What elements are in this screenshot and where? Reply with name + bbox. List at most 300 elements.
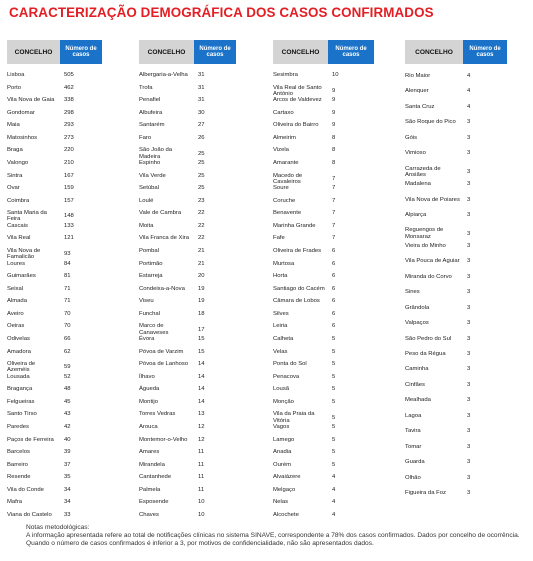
table-row [7, 374, 102, 380]
case-count: 3 [467, 443, 471, 450]
concelho-name: Amarante [273, 160, 299, 166]
table-row [139, 323, 236, 335]
table-row [139, 210, 236, 216]
case-count: 5 [332, 436, 336, 443]
table-row [273, 298, 374, 304]
table-row [7, 512, 102, 518]
case-count: 70 [64, 323, 71, 330]
concelho-name: Arouca [139, 424, 158, 430]
table-row [139, 97, 236, 103]
concelho-name: Seixal [7, 285, 24, 292]
case-count: 4 [467, 103, 471, 110]
table-row [139, 185, 236, 191]
case-count: 17 [198, 326, 205, 333]
table-row [139, 499, 236, 505]
table-row [405, 320, 507, 326]
concelho-name: Loulé [139, 197, 154, 204]
concelho-name: Gondomar [7, 109, 35, 116]
table-row [273, 323, 374, 329]
table-row [273, 147, 374, 153]
table-row [405, 212, 507, 218]
case-count: 5 [332, 461, 336, 468]
table-row [7, 135, 102, 141]
concelho-name: Felgueiras [7, 398, 35, 405]
concelho-name: Horta [273, 273, 288, 280]
concelho-name: Lagoa [405, 412, 422, 419]
case-count: 71 [64, 298, 71, 305]
case-count: 3 [467, 428, 471, 435]
concelho-name: Vila Nova de Famalicão [7, 248, 41, 261]
case-count: 25 [198, 150, 205, 157]
table-row [139, 437, 236, 443]
table-row [139, 122, 236, 128]
concelho-name: Ourém [273, 461, 292, 468]
table-row [405, 135, 507, 141]
case-count: 6 [332, 285, 336, 292]
case-count: 25 [198, 172, 205, 179]
concelho-name: Olhão [405, 474, 421, 481]
case-count: 3 [467, 459, 471, 466]
case-count: 19 [198, 285, 205, 292]
concelho-name: Lisboa [7, 72, 25, 78]
concelho-name: Penafiel [139, 97, 161, 104]
concelho-name: Póvoa de Lanhoso [139, 361, 189, 368]
concelho-name: Madalena [405, 181, 431, 188]
case-count: 133 [64, 222, 74, 229]
concelho-name: Caminha [405, 366, 429, 373]
case-count: 14 [198, 398, 205, 405]
concelho-name: Silves [273, 310, 289, 317]
table-row [405, 397, 507, 403]
case-count: 9 [332, 109, 336, 116]
concelho-name: Odivelas [7, 336, 30, 342]
table-row [139, 223, 236, 229]
table-row [405, 428, 507, 434]
concelho-name: Santiago do Cacém [273, 285, 325, 292]
table-row [139, 487, 236, 493]
case-count: 11 [198, 449, 205, 456]
case-count: 66 [64, 336, 71, 342]
table-row [405, 73, 507, 79]
case-count: 19 [198, 298, 205, 305]
table-row [273, 85, 374, 97]
table-row [7, 223, 102, 229]
table-row [7, 110, 102, 116]
table-row [139, 198, 236, 204]
table-row [139, 160, 236, 166]
concelho-name: Guimarães [7, 273, 36, 280]
table-row [273, 160, 374, 166]
table-row [139, 286, 236, 292]
case-count: 62 [64, 348, 71, 355]
concelho-name: Aveiro [7, 310, 24, 317]
case-count: 9 [332, 87, 336, 94]
concelho-name: Albergaria-a-Velha [139, 72, 188, 78]
case-count: 4 [332, 512, 336, 518]
table-row [273, 449, 374, 455]
table-row [139, 72, 236, 78]
case-count: 220 [64, 147, 74, 154]
concelho-name: Figueira da Foz [405, 490, 446, 496]
table-row [273, 135, 374, 141]
table-row [139, 273, 236, 279]
case-count: 34 [64, 499, 71, 506]
table-row [273, 173, 374, 185]
table-row [139, 173, 236, 179]
concelho-name: Câmara de Lobos [273, 298, 320, 305]
case-count: 52 [64, 373, 71, 380]
case-count: 7 [332, 210, 336, 217]
concelho-name: Torres Vedras [139, 411, 176, 418]
table-row [273, 273, 374, 279]
case-count: 12 [198, 424, 205, 430]
concelho-name: São Pedro do Sul [405, 335, 452, 342]
concelho-name: Moita [139, 222, 154, 229]
concelho-name: Oeiras [7, 323, 25, 330]
concelho-name: Condeixa-a-Nova [139, 285, 185, 292]
table-row [405, 274, 507, 280]
table-row [405, 166, 507, 178]
table-row [7, 323, 102, 329]
case-count: 157 [64, 197, 74, 204]
case-count: 3 [467, 168, 471, 175]
case-count: 14 [198, 361, 205, 368]
concelho-name: Sines [405, 289, 420, 296]
case-count: 8 [332, 147, 336, 154]
table-row [139, 336, 236, 342]
case-count: 5 [332, 449, 336, 456]
case-count: 4 [332, 486, 336, 493]
concelho-name: Coimbra [7, 197, 30, 204]
concelho-name: Cartaxo [273, 109, 294, 116]
table-row [139, 424, 236, 430]
concelho-name: Monção [273, 398, 294, 405]
case-count: 93 [64, 251, 71, 258]
table-row [7, 449, 102, 455]
concelho-name: Setúbal [139, 185, 159, 192]
concelho-name: Vila Real de Santo António [273, 84, 322, 97]
case-count: 39 [64, 449, 71, 456]
concelho-name: Valpaços [405, 320, 429, 327]
case-count: 3 [467, 212, 471, 218]
case-count: 167 [64, 172, 74, 179]
concelho-name: Marinha Grande [273, 222, 316, 229]
table-row [273, 424, 374, 430]
case-count: 6 [332, 323, 336, 330]
case-count: 148 [64, 213, 74, 220]
concelho-name: Mafra [7, 499, 23, 506]
table-row [405, 119, 507, 125]
table-row [273, 437, 374, 443]
table-row [273, 512, 374, 518]
concelho-name: Faro [139, 134, 152, 141]
table-row [139, 298, 236, 304]
table-row [405, 459, 507, 465]
case-count: 121 [64, 235, 74, 242]
case-count: 5 [332, 386, 336, 393]
table-row [405, 289, 507, 295]
case-count: 3 [467, 230, 471, 237]
concelho-name: Ponta do Sol [273, 361, 307, 368]
table-row [405, 490, 507, 496]
case-count: 10 [332, 72, 339, 78]
table-row [405, 351, 507, 357]
header-concelho: CONCELHO [7, 40, 60, 64]
notes-heading: Notas metodológicas: [26, 524, 90, 531]
table-row [273, 110, 374, 116]
concelho-name: Vieira do Minho [405, 242, 446, 249]
concelho-name: Sintra [7, 172, 23, 179]
case-count: 59 [64, 364, 71, 371]
case-count: 5 [332, 414, 336, 421]
table-row [273, 235, 374, 241]
table-row [273, 474, 374, 480]
table-row [139, 135, 236, 141]
case-count: 27 [198, 122, 205, 129]
concelho-name: Benavente [273, 210, 302, 217]
table-row [7, 122, 102, 128]
case-count: 26 [198, 134, 205, 141]
table-row [405, 258, 507, 264]
concelho-table-2 [139, 40, 236, 518]
case-count: 4 [467, 88, 471, 95]
table-row [7, 361, 102, 373]
concelho-name: Miranda do Corvo [405, 273, 452, 280]
case-count: 21 [198, 260, 205, 267]
table-row [405, 305, 507, 311]
concelho-name: São Roque do Pico [405, 119, 456, 126]
table-row [405, 382, 507, 388]
table-row [139, 399, 236, 405]
case-count: 3 [467, 412, 471, 419]
case-count: 5 [332, 336, 336, 342]
case-count: 12 [198, 436, 205, 443]
concelho-name: Vila Real [7, 235, 31, 242]
case-count: 13 [198, 411, 205, 418]
case-count: 5 [332, 424, 336, 430]
case-count: 3 [467, 490, 471, 496]
concelho-name: Sesimbra [273, 72, 298, 78]
table-row [7, 386, 102, 392]
concelho-name: Santo Tirso [7, 411, 37, 418]
concelho-name: Vale de Cambra [139, 210, 182, 217]
concelho-name: Resende [7, 474, 31, 481]
case-count: 11 [198, 486, 205, 493]
table-row [139, 349, 236, 355]
case-count: 7 [332, 235, 336, 242]
concelho-name: Santa Maria da Feira [7, 210, 47, 223]
case-count: 9 [332, 97, 336, 104]
concelho-name: Matosinhos [7, 134, 38, 141]
concelho-name: Cantanhede [139, 474, 172, 481]
table-row [139, 449, 236, 455]
table-row [273, 72, 374, 78]
case-count: 6 [332, 260, 336, 267]
concelho-name: Montemor-o-Velho [139, 436, 188, 443]
table-row [273, 223, 374, 229]
table-row [7, 499, 102, 505]
concelho-name: Alcochete [273, 512, 299, 518]
table-row [273, 210, 374, 216]
concelho-name: Paços de Ferreira [7, 436, 54, 443]
table-row [139, 311, 236, 317]
concelho-name: Vila Pouca de Aguiar [405, 258, 460, 265]
concelho-name: Paredes [7, 424, 29, 430]
concelho-name: Viseu [139, 298, 154, 305]
concelho-name: Pombal [139, 248, 159, 254]
case-count: 33 [64, 512, 71, 518]
table-row [139, 235, 236, 241]
case-count: 7 [332, 222, 336, 229]
table-row [7, 72, 102, 78]
case-count: 3 [467, 273, 471, 280]
concelho-name: Góis [405, 134, 418, 141]
concelho-name: Macedo de Cavaleiros [273, 172, 303, 185]
table-row [139, 512, 236, 518]
concelho-name: Velas [273, 348, 288, 355]
concelho-name: Espinho [139, 160, 161, 166]
case-count: 3 [467, 474, 471, 481]
table-row [7, 97, 102, 103]
case-count: 5 [332, 361, 336, 368]
case-count: 22 [198, 222, 205, 229]
concelho-name: Fafe [273, 235, 285, 242]
concelho-name: Grândola [405, 304, 430, 311]
table-row [273, 336, 374, 342]
concelho-name: Vimioso [405, 150, 426, 157]
table-row [273, 286, 374, 292]
concelho-name: Palmela [139, 486, 161, 493]
concelho-name: Viana do Castelo [7, 512, 52, 518]
case-count: 3 [467, 335, 471, 342]
concelho-name: Águeda [139, 386, 160, 393]
concelho-name: Cascais [7, 222, 28, 229]
table-row [405, 104, 507, 110]
concelho-name: Rio Maior [405, 73, 431, 79]
concelho-name: Trofa [139, 84, 153, 91]
concelho-name: Vagos [273, 424, 290, 430]
table-row [7, 336, 102, 342]
table-row [7, 399, 102, 405]
concelho-name: Vizela [273, 147, 289, 154]
concelho-name: Leiria [273, 323, 288, 330]
concelho-name: Vila da Praia da Vitória [273, 411, 315, 424]
table-row [7, 487, 102, 493]
concelho-name: Marco de Canaveses [139, 323, 169, 336]
case-count: 6 [332, 248, 336, 254]
table-row [273, 97, 374, 103]
header-concelho: CONCELHO [139, 40, 194, 64]
table-row [7, 349, 102, 355]
case-count: 8 [332, 134, 336, 141]
header-numero-casos: Número de casos [60, 40, 102, 64]
case-count: 14 [198, 373, 205, 380]
concelho-name: Santarém [139, 122, 165, 129]
concelho-name: Bragança [7, 386, 33, 393]
concelho-name: Maia [7, 122, 20, 129]
table-row [139, 474, 236, 480]
table-row [139, 248, 236, 254]
concelho-name: Murtosa [273, 260, 295, 267]
concelho-name: Calheta [273, 336, 294, 342]
case-count: 31 [198, 84, 205, 91]
case-count: 23 [198, 197, 205, 204]
table-row [273, 374, 374, 380]
table-row [7, 261, 102, 267]
case-count: 25 [198, 160, 205, 166]
case-count: 34 [64, 486, 71, 493]
case-count: 210 [64, 160, 74, 166]
table-row [139, 411, 236, 417]
case-count: 3 [467, 304, 471, 311]
table-row [273, 487, 374, 493]
table-row [139, 386, 236, 392]
table-row [7, 85, 102, 91]
concelho-name: Soure [273, 185, 289, 192]
table-row [405, 88, 507, 94]
table-row [405, 413, 507, 419]
case-count: 6 [332, 298, 336, 305]
case-count: 7 [332, 197, 336, 204]
case-count: 5 [332, 348, 336, 355]
concelho-name: Reguengos de Monsaraz [405, 227, 444, 240]
concelho-name: Porto [7, 84, 22, 91]
concelho-name: Almada [7, 298, 27, 305]
header-numero-casos: Número de casos [194, 40, 236, 64]
case-count: 338 [64, 97, 74, 104]
table-row [7, 160, 102, 166]
concelho-name: Funchal [139, 310, 160, 317]
concelho-name: Ílhavo [139, 373, 155, 380]
case-count: 45 [64, 398, 71, 405]
table-row [139, 361, 236, 367]
case-count: 9 [332, 122, 336, 129]
table-row [7, 198, 102, 204]
table-header [7, 40, 102, 64]
concelho-name: Esposende [139, 499, 169, 506]
notes-line-2: Quando o número de casos confirmados é inferior a 3, por motivos de confidencialidade, não são apresentados dados. [26, 540, 374, 548]
case-count: 31 [198, 97, 205, 104]
table-row [7, 424, 102, 430]
table-row [273, 399, 374, 405]
concelho-name: Vila Franca de Xira [139, 235, 189, 242]
table-row [273, 386, 374, 392]
case-count: 6 [332, 273, 336, 280]
case-count: 25 [198, 185, 205, 192]
concelho-name: Tomar [405, 443, 422, 450]
concelho-name: Nelas [273, 499, 289, 506]
notes-line-1: A informação apresentada refere ao total de notificações clínicas no sistema SINAVE, correspondente a 78% dos casos confirmados. Dados por concelho de ocorrência. [26, 532, 520, 540]
case-count: 298 [64, 109, 74, 116]
case-count: 70 [64, 310, 71, 317]
table-row [273, 185, 374, 191]
concelho-name: Loures [7, 260, 26, 267]
table-header [405, 40, 507, 64]
table-row [7, 311, 102, 317]
concelho-name: Melgaço [273, 486, 296, 493]
header-numero-casos: Número de casos [328, 40, 374, 64]
concelho-name: Évora [139, 336, 155, 342]
concelho-name: Oliveira do Bairro [273, 122, 319, 129]
concelho-name: Montijo [139, 398, 158, 405]
concelho-name: Amadora [7, 348, 31, 355]
case-count: 3 [467, 351, 471, 357]
table-row [7, 298, 102, 304]
concelho-name: Braga [7, 147, 23, 154]
table-row [139, 147, 236, 159]
case-count: 3 [467, 381, 471, 388]
concelho-name: Oliveira de Frades [273, 248, 322, 254]
